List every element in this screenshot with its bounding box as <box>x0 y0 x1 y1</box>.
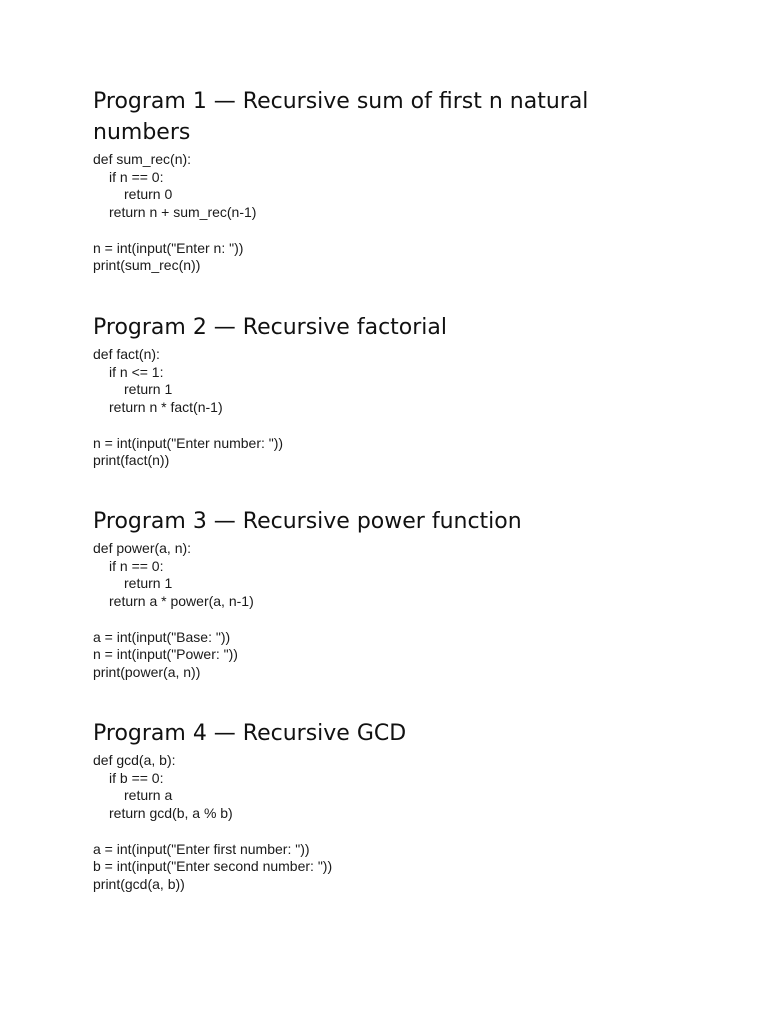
program-1-heading <box>93 86 588 148</box>
program-4-section <box>93 718 406 894</box>
code-line: b = int(input("Enter second number: ")) <box>93 858 333 875</box>
code-line: if n == 0: <box>109 168 164 185</box>
blank-line <box>93 823 406 841</box>
program-2-code-block <box>93 346 447 470</box>
program-2-section <box>93 312 447 470</box>
code-line: print(sum_rec(n)) <box>93 257 201 274</box>
blank-line <box>93 417 447 435</box>
program-3-section <box>93 506 522 682</box>
code-line: def power(a, n): <box>93 540 192 556</box>
code-line: print(power(a, n)) <box>93 663 201 680</box>
code-line: return n + sum_rec(n-1) <box>109 204 257 221</box>
program-3-heading: Program 3 — Recursive power function <box>93 509 522 534</box>
code-line: n = int(input("Enter number: ")) <box>93 434 284 451</box>
code-line: return n * fact(n-1) <box>109 399 223 416</box>
code-line: return a * power(a, n-1) <box>109 593 254 610</box>
code-line: def gcd(a, b): <box>93 752 176 768</box>
code-line: a = int(input("Enter first number: ")) <box>93 840 310 857</box>
code-line: if b == 0: <box>109 769 164 786</box>
code-line: return a <box>124 787 173 804</box>
code-line: return 1 <box>124 381 173 398</box>
blank-line <box>93 611 522 629</box>
code-line: print(gcd(a, b)) <box>93 875 185 892</box>
code-line: def fact(n): <box>93 346 160 362</box>
program-1-section <box>93 86 588 275</box>
program-1-heading-line-2: numbers <box>93 120 191 145</box>
program-4-code-block <box>93 752 406 894</box>
code-line: n = int(input("Enter n: ")) <box>93 239 244 256</box>
code-line: n = int(input("Power: ")) <box>93 646 238 663</box>
code-line: def sum_rec(n): <box>93 151 192 167</box>
code-line: return 0 <box>124 186 173 203</box>
program-2-heading: Program 2 — Recursive factorial <box>93 315 447 340</box>
blank-line <box>93 222 588 240</box>
program-1-code-block <box>93 151 588 275</box>
code-line: if n == 0: <box>109 557 164 574</box>
code-line: print(fact(n)) <box>93 452 170 469</box>
code-line: return gcd(b, a % b) <box>109 805 233 822</box>
code-line: if n <= 1: <box>109 363 164 380</box>
program-1-heading-line-1: Program 1 — Recursive sum of first n natural <box>93 89 589 114</box>
program-3-code-block <box>93 540 522 682</box>
code-line: return 1 <box>124 575 173 592</box>
program-4-heading: Program 4 — Recursive GCD <box>93 721 407 746</box>
code-line: a = int(input("Base: ")) <box>93 628 231 645</box>
